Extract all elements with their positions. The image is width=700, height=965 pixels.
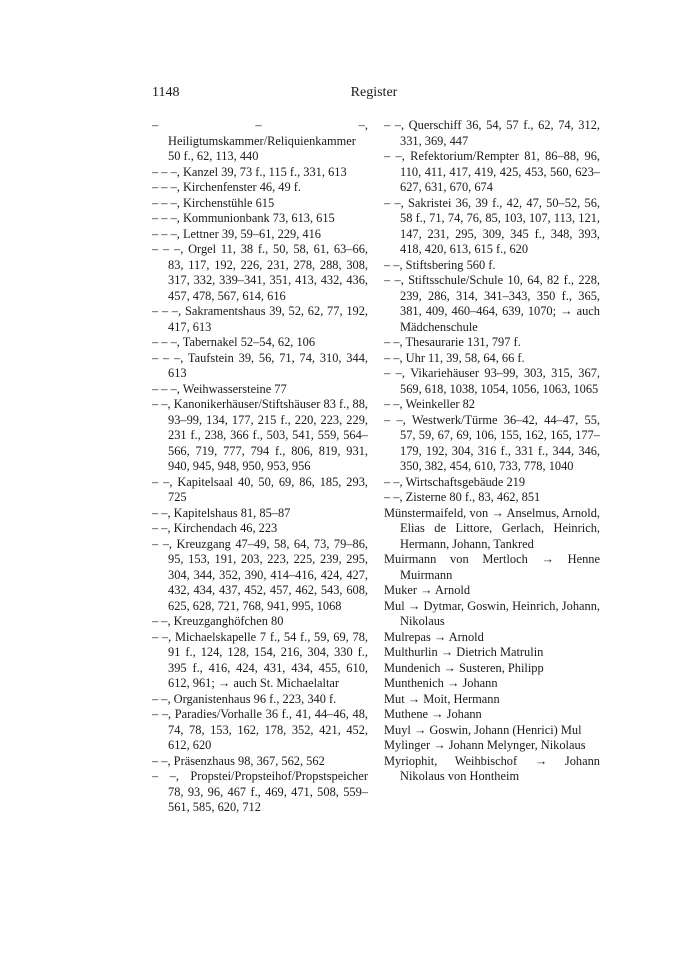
running-title: Register bbox=[350, 85, 398, 100]
index-column-left bbox=[152, 118, 368, 816]
index-entry: – –, Stiftsbering 560 f. bbox=[384, 257, 496, 272]
index-entry: – –, Paradies/Vorhalle 36 f., 41, 44–46, 48, 74, 78, 153, 162, 178, 352, 421, 452, 612, 620 bbox=[152, 707, 368, 752]
index-entry: – –, Kreuzgang 47–49, 58, 64, 73, 79–86, 95, 153, 191, 203, 223, 225, 239, 295, 304, 344, 352, 390, 414–416, 424, 427, 432, 434, 437, 452, 457, 462, 543, 608, 625, 628, 721, 768, 941, 995, 1068 bbox=[152, 536, 368, 613]
index-entry: Münstermaifeld, von → Anselmus, Arnold, Elias de Littore, Gerlach, Heinrich, Hermann, Johann, Tankred bbox=[384, 505, 600, 551]
index-entry: Multhurlin → Dietrich Matrulin bbox=[384, 645, 544, 659]
index-entry: – –, Wirtschaftsgebäude 219 bbox=[384, 474, 526, 489]
index-entry: – –, Sakristei 36, 39 f., 42, 47, 50–52, 56, 58 f., 71, 74, 76, 85, 103, 107, 113, 121, 147, 231, 295, 309, 345 f., 348, 393, 418, 420, 613, 615 f., 620 bbox=[384, 195, 600, 256]
index-entry: Muirmann von Mertloch → Henne Muirmann bbox=[384, 552, 600, 582]
index-entry: Muthene → Johann bbox=[384, 707, 482, 721]
index-entry: – –, Vikariehäuser 93–99, 303, 315, 367, 569, 618, 1038, 1054, 1056, 1063, 1065 bbox=[384, 366, 600, 396]
index-entry: – – –, Sakramentshaus 39, 52, 62, 77, 192, 417, 613 bbox=[152, 304, 368, 334]
index-entry: – – –, Tabernakel 52–54, 62, 106 bbox=[152, 335, 316, 349]
index-entry: – –, Präsenzhaus 98, 367, 562, 562 bbox=[152, 753, 325, 768]
index-entry: – – –, Kommunionbank 73, 613, 615 bbox=[152, 211, 335, 225]
index-entry: – –, Querschiff 36, 54, 57 f., 62, 74, 312, 331, 369, 447 bbox=[384, 118, 600, 148]
index-entry: – –, Organistenhaus 96 f., 223, 340 f. bbox=[152, 691, 337, 706]
index-entry: – – –, Orgel 11, 38 f., 50, 58, 61, 63–66, 83, 117, 192, 226, 231, 278, 288, 308, 317, 332, 339–341, 351, 413, 432, 436, 457, 478, 567, 614, 616 bbox=[152, 242, 368, 303]
index-entry: – – –, Heiligtumskammer/Reliquienkammer 50 f., 62, 113, 440 bbox=[152, 118, 368, 163]
index-entry: – – –, Lettner 39, 59–61, 229, 416 bbox=[152, 226, 321, 241]
index-entry: Mut → Moit, Hermann bbox=[384, 691, 500, 706]
index-entry: – –, Michaelskapelle 7 f., 54 f., 59, 69, 78, 91 f., 124, 128, 154, 216, 304, 330 f., 395 f., 416, 424, 431, 434, 455, 610, 612, 961; → auch St. Michaelaltar bbox=[152, 629, 368, 690]
index-entry: – –, Kanonikerhäuser/Stiftshäuser 83 f., 88, 93–99, 134, 177, 215 f., 220, 223, 229, 231 f., 238, 366 f., 503, 541, 559, 564–566, 719, 777, 794 f., 806, 819, 931, 940, 945, 948, 950, 953, 956 bbox=[152, 397, 368, 473]
page-number: 1148 bbox=[152, 85, 180, 100]
index-entry: Mylinger → Johann Melynger, Nikolaus bbox=[384, 738, 586, 752]
index-entry: – –, Kreuzganghöfchen 80 bbox=[152, 614, 284, 628]
index-entry: Myriophit, Weihbischof → Johann Nikolaus von Hontheim bbox=[384, 753, 600, 783]
index-entry: Muyl → Goswin, Johann (Henrici) Mul bbox=[384, 722, 582, 737]
index-entry: – – –, Kirchenstühle 615 bbox=[152, 195, 275, 210]
index-entry: Mundenich → Susteren, Philipp bbox=[384, 660, 544, 675]
index-column-right bbox=[384, 118, 600, 785]
index-entry: – –, Uhr 11, 39, 58, 64, 66 f. bbox=[384, 350, 525, 365]
index-entry: – –, Thesaurarie 131, 797 f. bbox=[384, 335, 521, 349]
index-entry: Mul → Dytmar, Goswin, Heinrich, Johann, Nikolaus bbox=[384, 598, 600, 628]
index-entry: – – –, Kanzel 39, 73 f., 115 f., 331, 613 bbox=[152, 164, 347, 179]
index-entry: – –, Weinkeller 82 bbox=[384, 397, 475, 411]
index-entry: – –, Refektorium/Rempter 81, 86–88, 96, 110, 411, 417, 419, 425, 453, 560, 623–627, 631, 670, 674 bbox=[384, 149, 600, 194]
index-entry: – – –, Kirchenfenster 46, 49 f. bbox=[152, 180, 301, 194]
index-entry: Mulrepas → Arnold bbox=[384, 629, 484, 644]
index-entry: Munthenich → Johann bbox=[384, 676, 498, 690]
index-entry: – –, Kapitelshaus 81, 85–87 bbox=[152, 505, 291, 520]
index-entry: – –, Kirchendach 46, 223 bbox=[152, 521, 278, 535]
index-entry: – – –, Weihwassersteine 77 bbox=[152, 381, 287, 396]
index-entry: – – –, Taufstein 39, 56, 71, 74, 310, 344, 613 bbox=[152, 350, 368, 380]
index-entry: – –, Propstei/Propsteihof/Propstspeicher 78, 93, 96, 467 f., 469, 471, 508, 559–561, 585, 620, 712 bbox=[152, 769, 368, 814]
index-entry: – –, Westwerk/Türme 36–42, 44–47, 55, 57, 59, 67, 69, 106, 155, 162, 165, 177–179, 192, 304, 316 f., 331 f., 344, 346, 350, 382, 454, 610, 733, 778, 1040 bbox=[384, 412, 600, 473]
index-entry: – –, Stiftsschule/Schule 10, 64, 82 f., 228, 239, 286, 314, 341–343, 350 f., 365, 381, 409, 460–464, 639, 1070; → auch Mädchenschule bbox=[384, 273, 600, 334]
index-entry: Muker → Arnold bbox=[384, 583, 471, 597]
index-entry: – –, Kapitelsaal 40, 50, 69, 86, 185, 293, 725 bbox=[152, 474, 368, 504]
index-entry: – –, Zisterne 80 f., 83, 462, 851 bbox=[384, 490, 541, 504]
